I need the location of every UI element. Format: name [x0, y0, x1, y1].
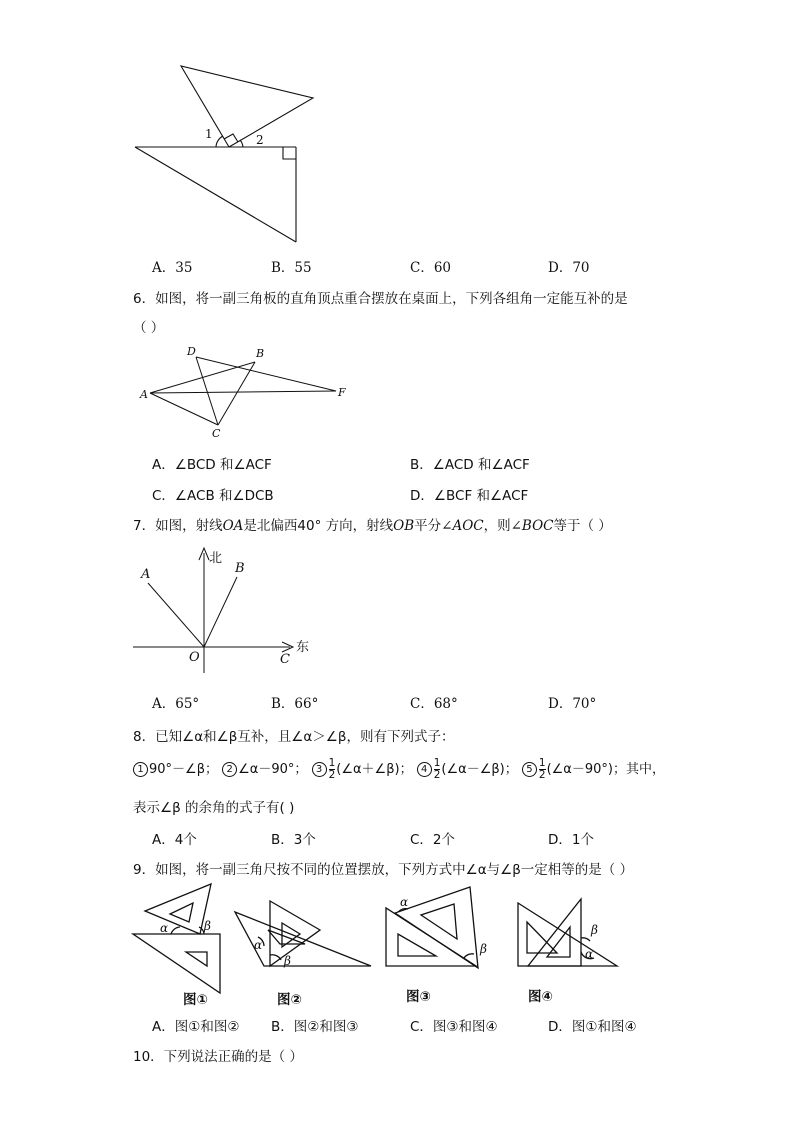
q6-option-a: A．∠BCD 和∠ACF: [152, 457, 272, 473]
q8-item-1-marker: 1: [133, 762, 148, 777]
q7-option-d: D．70°: [548, 696, 597, 712]
q6-point-b-label: B: [256, 347, 265, 360]
q7-north-label: 北: [209, 551, 223, 566]
q6-option-b: B．∠ACD 和∠ACF: [410, 457, 530, 473]
q6-point-c-label: C: [212, 427, 221, 440]
q6-answer-paren: （ ）: [133, 320, 165, 336]
q9-fig2-beta-label: β: [284, 954, 291, 968]
q9-caption-2: 图②: [277, 992, 302, 1008]
q9-fig2-alpha-label: α: [254, 938, 263, 952]
q9-stem: 9．如图，将一副三角尺按不同的位置摆放，下列方式中∠α与∠β一定相等的是（ ）: [133, 862, 634, 878]
q9-fig1-beta-label: β: [204, 919, 211, 933]
q5-angle-1-label: 1: [205, 127, 213, 141]
q8-frac-num: 1: [328, 757, 336, 769]
q7-stem-part: 平分: [414, 518, 442, 534]
q7-point-o-label: O: [189, 650, 200, 665]
q5-option-c: C．60: [410, 260, 452, 276]
q8-option-c: C．2个: [410, 832, 456, 848]
q7-stem-part: 是北偏西40° 方向，射线: [243, 518, 394, 534]
q9-fig1-alpha-label: α: [160, 921, 169, 935]
q6-point-a-label: A: [140, 388, 148, 401]
q8-frac-den: 2: [433, 769, 441, 781]
q10-stem: 10．下列说法正确的是（ ）: [133, 1049, 303, 1065]
q7-stem-part: 等于（ ）: [553, 518, 612, 534]
q7-point-c-label: C: [280, 652, 290, 667]
q9-option-a: A．图①和图②: [152, 1019, 240, 1035]
q6-option-d: D．∠BCF 和∠ACF: [410, 488, 529, 504]
q8-frac-den: 2: [328, 769, 336, 781]
q6-point-f-label: F: [338, 386, 346, 399]
q8-option-d: D．1个: [548, 832, 594, 848]
q9-option-d: D．图①和图④: [548, 1019, 637, 1035]
q8-item-2-marker: 2: [222, 762, 237, 777]
q8-expr-5: (∠α－90°)；其中，: [546, 762, 665, 777]
q9-caption-1: 图①: [183, 992, 208, 1008]
q8-item-3-marker: 3: [312, 762, 327, 777]
q6-stem: 6．如图，将一副三角板的直角顶点重合摆放在桌面上，下列各组角一定能互补的是: [133, 291, 628, 307]
q5-option-a: A．35: [152, 260, 193, 276]
q7-stem-part: ，则: [483, 518, 511, 534]
q5-option-d: D．70: [548, 260, 590, 276]
q7-east-label: 东: [296, 640, 310, 655]
q9-fig3-alpha-label: α: [400, 895, 409, 909]
q7-option-b: B．66°: [271, 696, 319, 712]
q8-frac-den: 2: [538, 769, 546, 781]
q8-frac-num: 1: [433, 757, 441, 769]
q8-expr-2: ∠α－90°；: [238, 762, 308, 777]
q8-line3: 表示∠β 的余角的式子有( ): [133, 800, 295, 816]
q9-fig3-beta-label: β: [480, 942, 487, 956]
q7-option-c: C．68°: [410, 696, 458, 712]
q7-ray-ob: OB: [393, 518, 415, 534]
q9-caption-3: 图③: [406, 989, 431, 1005]
q6-option-c: C．∠ACB 和∠DCB: [152, 488, 274, 504]
q8-option-b: B．3个: [271, 832, 316, 848]
q9-caption-4: 图④: [528, 989, 553, 1005]
q7-angle-aoc: ∠AOC: [441, 518, 484, 534]
q7-option-a: A．65°: [152, 696, 200, 712]
q8-frac-num: 1: [538, 757, 546, 769]
q7-point-a-label: A: [141, 567, 151, 582]
q8-item-5-marker: 5: [522, 762, 537, 777]
q8-expr-3: (∠α＋∠β)；: [336, 762, 413, 777]
q7-point-b-label: B: [235, 561, 245, 576]
q9-fig4-beta-label: β: [591, 923, 598, 937]
q9-fig4-alpha-label: α: [585, 947, 594, 961]
q9-option-c: C．图③和图④: [410, 1019, 498, 1035]
q7-ray-oa: OA: [222, 518, 244, 534]
q5-angle-2-label: 2: [256, 133, 264, 147]
q7-stem-part: 7．如图，射线: [133, 518, 223, 534]
q8-expr-1: 90°－∠β；: [149, 762, 218, 777]
q5-option-b: B．55: [271, 260, 312, 276]
q6-point-d-label: D: [187, 345, 196, 358]
q7-angle-boc: ∠BOC: [510, 518, 554, 534]
q8-option-a: A．4个: [152, 832, 197, 848]
q8-item-4-marker: 4: [417, 762, 432, 777]
q9-option-b: B．图②和图③: [271, 1019, 359, 1035]
q8-expr-4: (∠α－∠β)；: [441, 762, 518, 777]
q8-stem: 8．已知∠α和∠β互补，且∠α＞∠β，则有下列式子：: [133, 729, 455, 745]
